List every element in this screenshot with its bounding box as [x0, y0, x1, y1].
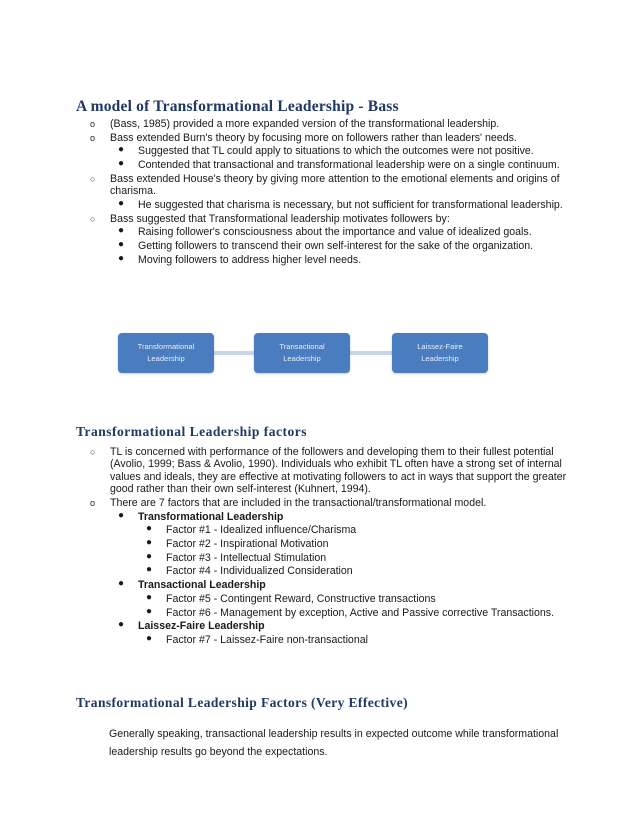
factor-item — [90, 593, 590, 605]
list-item — [90, 497, 590, 509]
factor-item-text: Factor #7 - Laissez-Faire non-transactional — [166, 633, 368, 646]
bullet-icon: ● — [118, 509, 125, 521]
list-item-text: Bass extended House's theory by giving more attention to the emotional elements and origins of charisma. — [110, 172, 560, 198]
list-item — [90, 118, 590, 130]
diagram-connector — [214, 351, 254, 355]
section-heading-tl-factors: Transformational Leadership factors — [76, 424, 307, 439]
factor-item-text: Factor #4 - Individualized Consideration — [166, 565, 353, 578]
bullet-icon: ● — [146, 605, 153, 617]
bullet-icon: ● — [118, 578, 125, 590]
sub-list-item-text: Moving followers to address higher level needs. — [138, 253, 362, 266]
factor-item — [90, 634, 590, 646]
section-heading-bass-model: A model of Transformational Leadership - Bass — [76, 98, 399, 115]
list-item — [90, 173, 590, 198]
bullet-icon: ● — [118, 239, 125, 251]
factor-item-text: Factor #3 - Intellectual Stimulation — [166, 551, 327, 564]
factor-item-text: Factor #1 - Idealized influence/Charisma — [166, 524, 357, 537]
factor-item — [90, 538, 590, 550]
list-item-text: Bass extended Burn's theory by focusing more on followers rather than leaders' needs. — [110, 131, 517, 144]
list-marker: ○ — [90, 213, 96, 224]
sub-list-item — [90, 199, 590, 211]
diagram-connector — [350, 351, 392, 355]
bullet-icon: ● — [118, 158, 125, 170]
bullet-icon: ● — [146, 591, 153, 603]
bullet-icon: ● — [118, 144, 125, 156]
sub-list-item-text: Contended that transactional and transformational leadership were on a single continuum. — [138, 159, 560, 172]
factor-item-text: Factor #6 - Management by exception, Active and Passive corrective Transactions. — [166, 606, 555, 619]
factor-item — [90, 607, 590, 619]
list-item — [90, 132, 590, 144]
bass-model-list — [90, 118, 590, 267]
factor-item-text: Factor #2 - Inspirational Motivation — [166, 538, 329, 551]
bullet-icon: ● — [146, 550, 153, 562]
bullet-icon: ● — [118, 619, 125, 631]
factor-group-heading — [90, 620, 590, 632]
sub-list-item — [90, 159, 590, 171]
list-marker: ○ — [90, 173, 96, 184]
sub-list-item-text: Suggested that TL could apply to situations to which the outcomes were not positive. — [138, 145, 534, 158]
list-item — [90, 446, 590, 496]
factor-group-heading — [90, 579, 590, 591]
closing-paragraph: Generally speaking, transactional leadership results in expected outcome while transformational leadership results go beyond the expectations. — [109, 727, 559, 758]
tl-factors-list — [90, 446, 590, 648]
sub-list-item-text: Getting followers to transcend their own self-interest for the sake of the organization. — [138, 240, 534, 253]
list-item — [90, 213, 590, 225]
bullet-icon: ● — [146, 564, 153, 576]
sub-list-item-text: Raising follower's consciousness about the importance and value of idealized goals. — [138, 226, 532, 239]
section-heading-very-effective: Transformational Leadership Factors (Very Effective) — [76, 695, 408, 710]
list-item-text: TL is concerned with performance of the followers and developing them to their fullest potential (Avolio, 1999; Bass & Avolio, 1990). Individuals who exhibit TL often have a strong set of internal values and ideals, they are effective at motivating followers to act in ways that support the greater good rather than their own self-interest (Kuhnert, 1994). — [110, 446, 567, 496]
sub-list-item — [90, 145, 590, 157]
list-marker: ○ — [90, 447, 96, 457]
diagram-box-transactional: Transactional Leadership — [254, 333, 350, 373]
bullet-icon: ● — [146, 632, 153, 644]
list-item-text: (Bass, 1985) provided a more expanded version of the transformational leadership. — [110, 118, 500, 130]
factor-group-label: Transactional Leadership — [138, 579, 266, 592]
leadership-continuum-diagram — [118, 333, 490, 375]
bullet-icon: ● — [118, 225, 125, 237]
sub-list-item — [90, 254, 590, 266]
factor-item-text: Factor #5 - Contingent Reward, Constructive transactions — [166, 592, 436, 605]
list-item-text: There are 7 factors that are included in the transactional/transformational model. — [110, 496, 487, 509]
bullet-icon: ● — [146, 523, 153, 535]
bullet-icon: ● — [118, 252, 125, 264]
sub-list-item — [90, 240, 590, 252]
factor-group-label: Laissez-Faire Leadership — [138, 620, 265, 633]
list-marker: o — [90, 119, 96, 129]
factor-item — [90, 524, 590, 536]
list-marker: o — [90, 132, 96, 143]
factor-group-heading — [90, 511, 590, 523]
factor-group-label: Transformational Leadership — [138, 510, 284, 523]
diagram-box-transformational: Transformational Leadership — [118, 333, 214, 373]
factor-item — [90, 565, 590, 577]
bullet-icon: ● — [146, 537, 153, 549]
sub-list-item — [90, 226, 590, 238]
factor-item — [90, 552, 590, 564]
list-item-text: Bass suggested that Transformational leadership motivates followers by: — [110, 212, 450, 225]
sub-list-item-text: He suggested that charisma is necessary, but not sufficient for transformational leadership. — [138, 198, 563, 211]
list-marker: o — [90, 497, 96, 508]
diagram-box-laissez-faire: Laissez-Faire Leadership — [392, 333, 488, 373]
bullet-icon: ● — [118, 197, 125, 209]
